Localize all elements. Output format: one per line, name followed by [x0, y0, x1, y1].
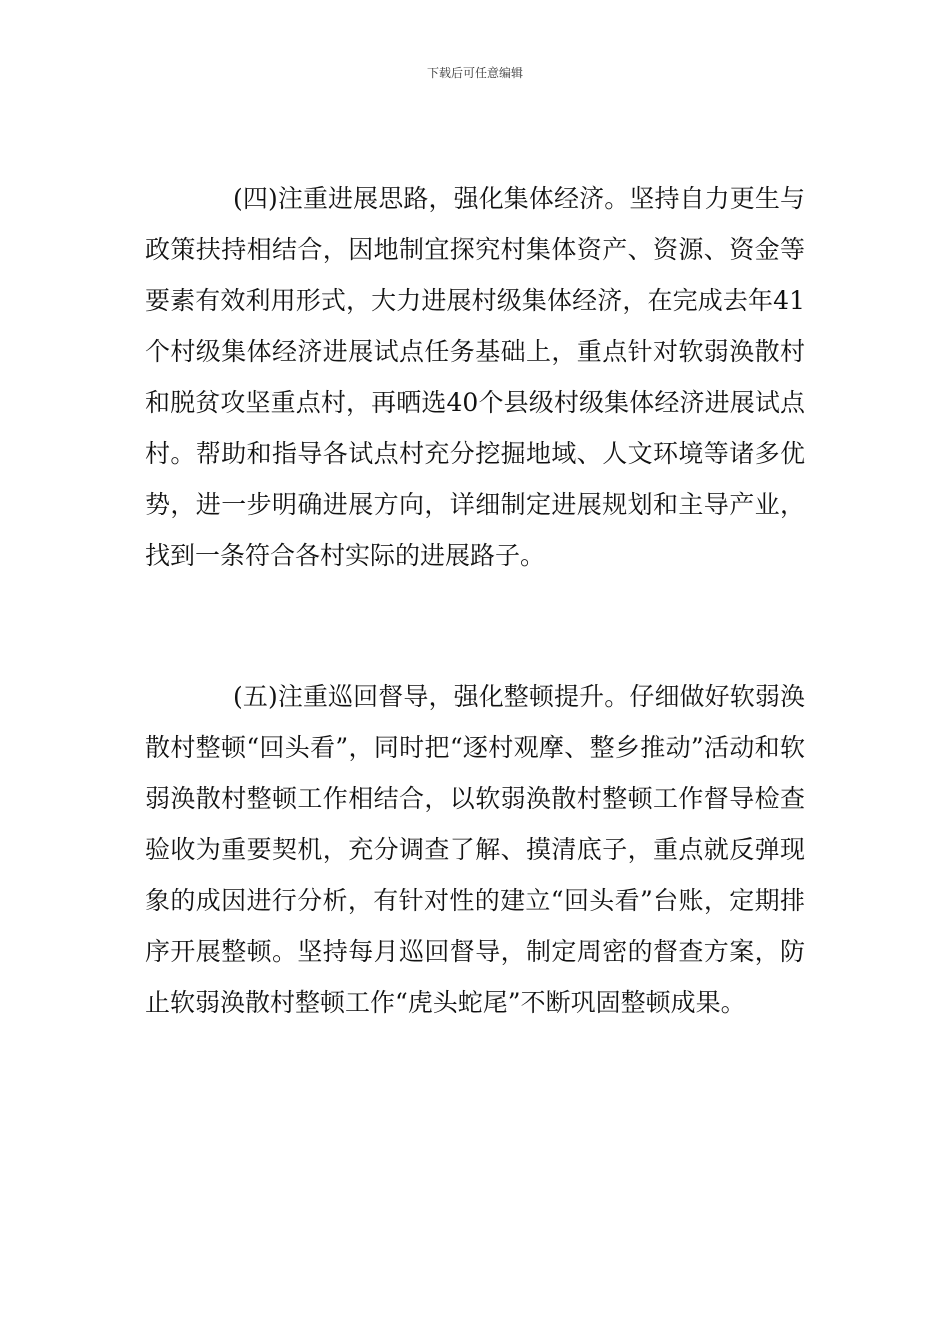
paragraph-section-four: (四)注重进展思路，强化集体经济。坚持自力更生与政策扶持相结合，因地制宜探究村集体资产、资源、资金等要素有效利用形式，大力进展村级集体经济，在完成去年41个村级集体经济进展试点任务基础上，重点针对软弱涣散村和脱贫攻坚重点村，再晒选40个县级村级集体经济进展试点村。帮助和指导各试点村充分挖掘地域、人文环境等诸多优势，进一步明确进展方向，详细制定进展规划和主导产业，找到一条符合各村实际的进展路子。: [145, 184, 805, 570]
header-note: 下载后可任意编辑: [426, 66, 523, 80]
paragraph-section-five: (五)注重巡回督导，强化整顿提升。仔细做好软弱涣散村整顿“回头看”，同时把“逐村观摩、整乡推动”活动和软弱涣散村整顿工作相结合，以软弱涣散村整顿工作督导检查验收为重要契机，充分调查了解、摸清底子，重点就反弹现象的成因进行分析，有针对性的建立“回头看”台账，定期排序开展整顿。坚持每月巡回督导，制定周密的督查方案，防止软弱涣散村整顿工作“虎头蛇尾”不断巩固整顿成果。: [145, 682, 805, 1017]
